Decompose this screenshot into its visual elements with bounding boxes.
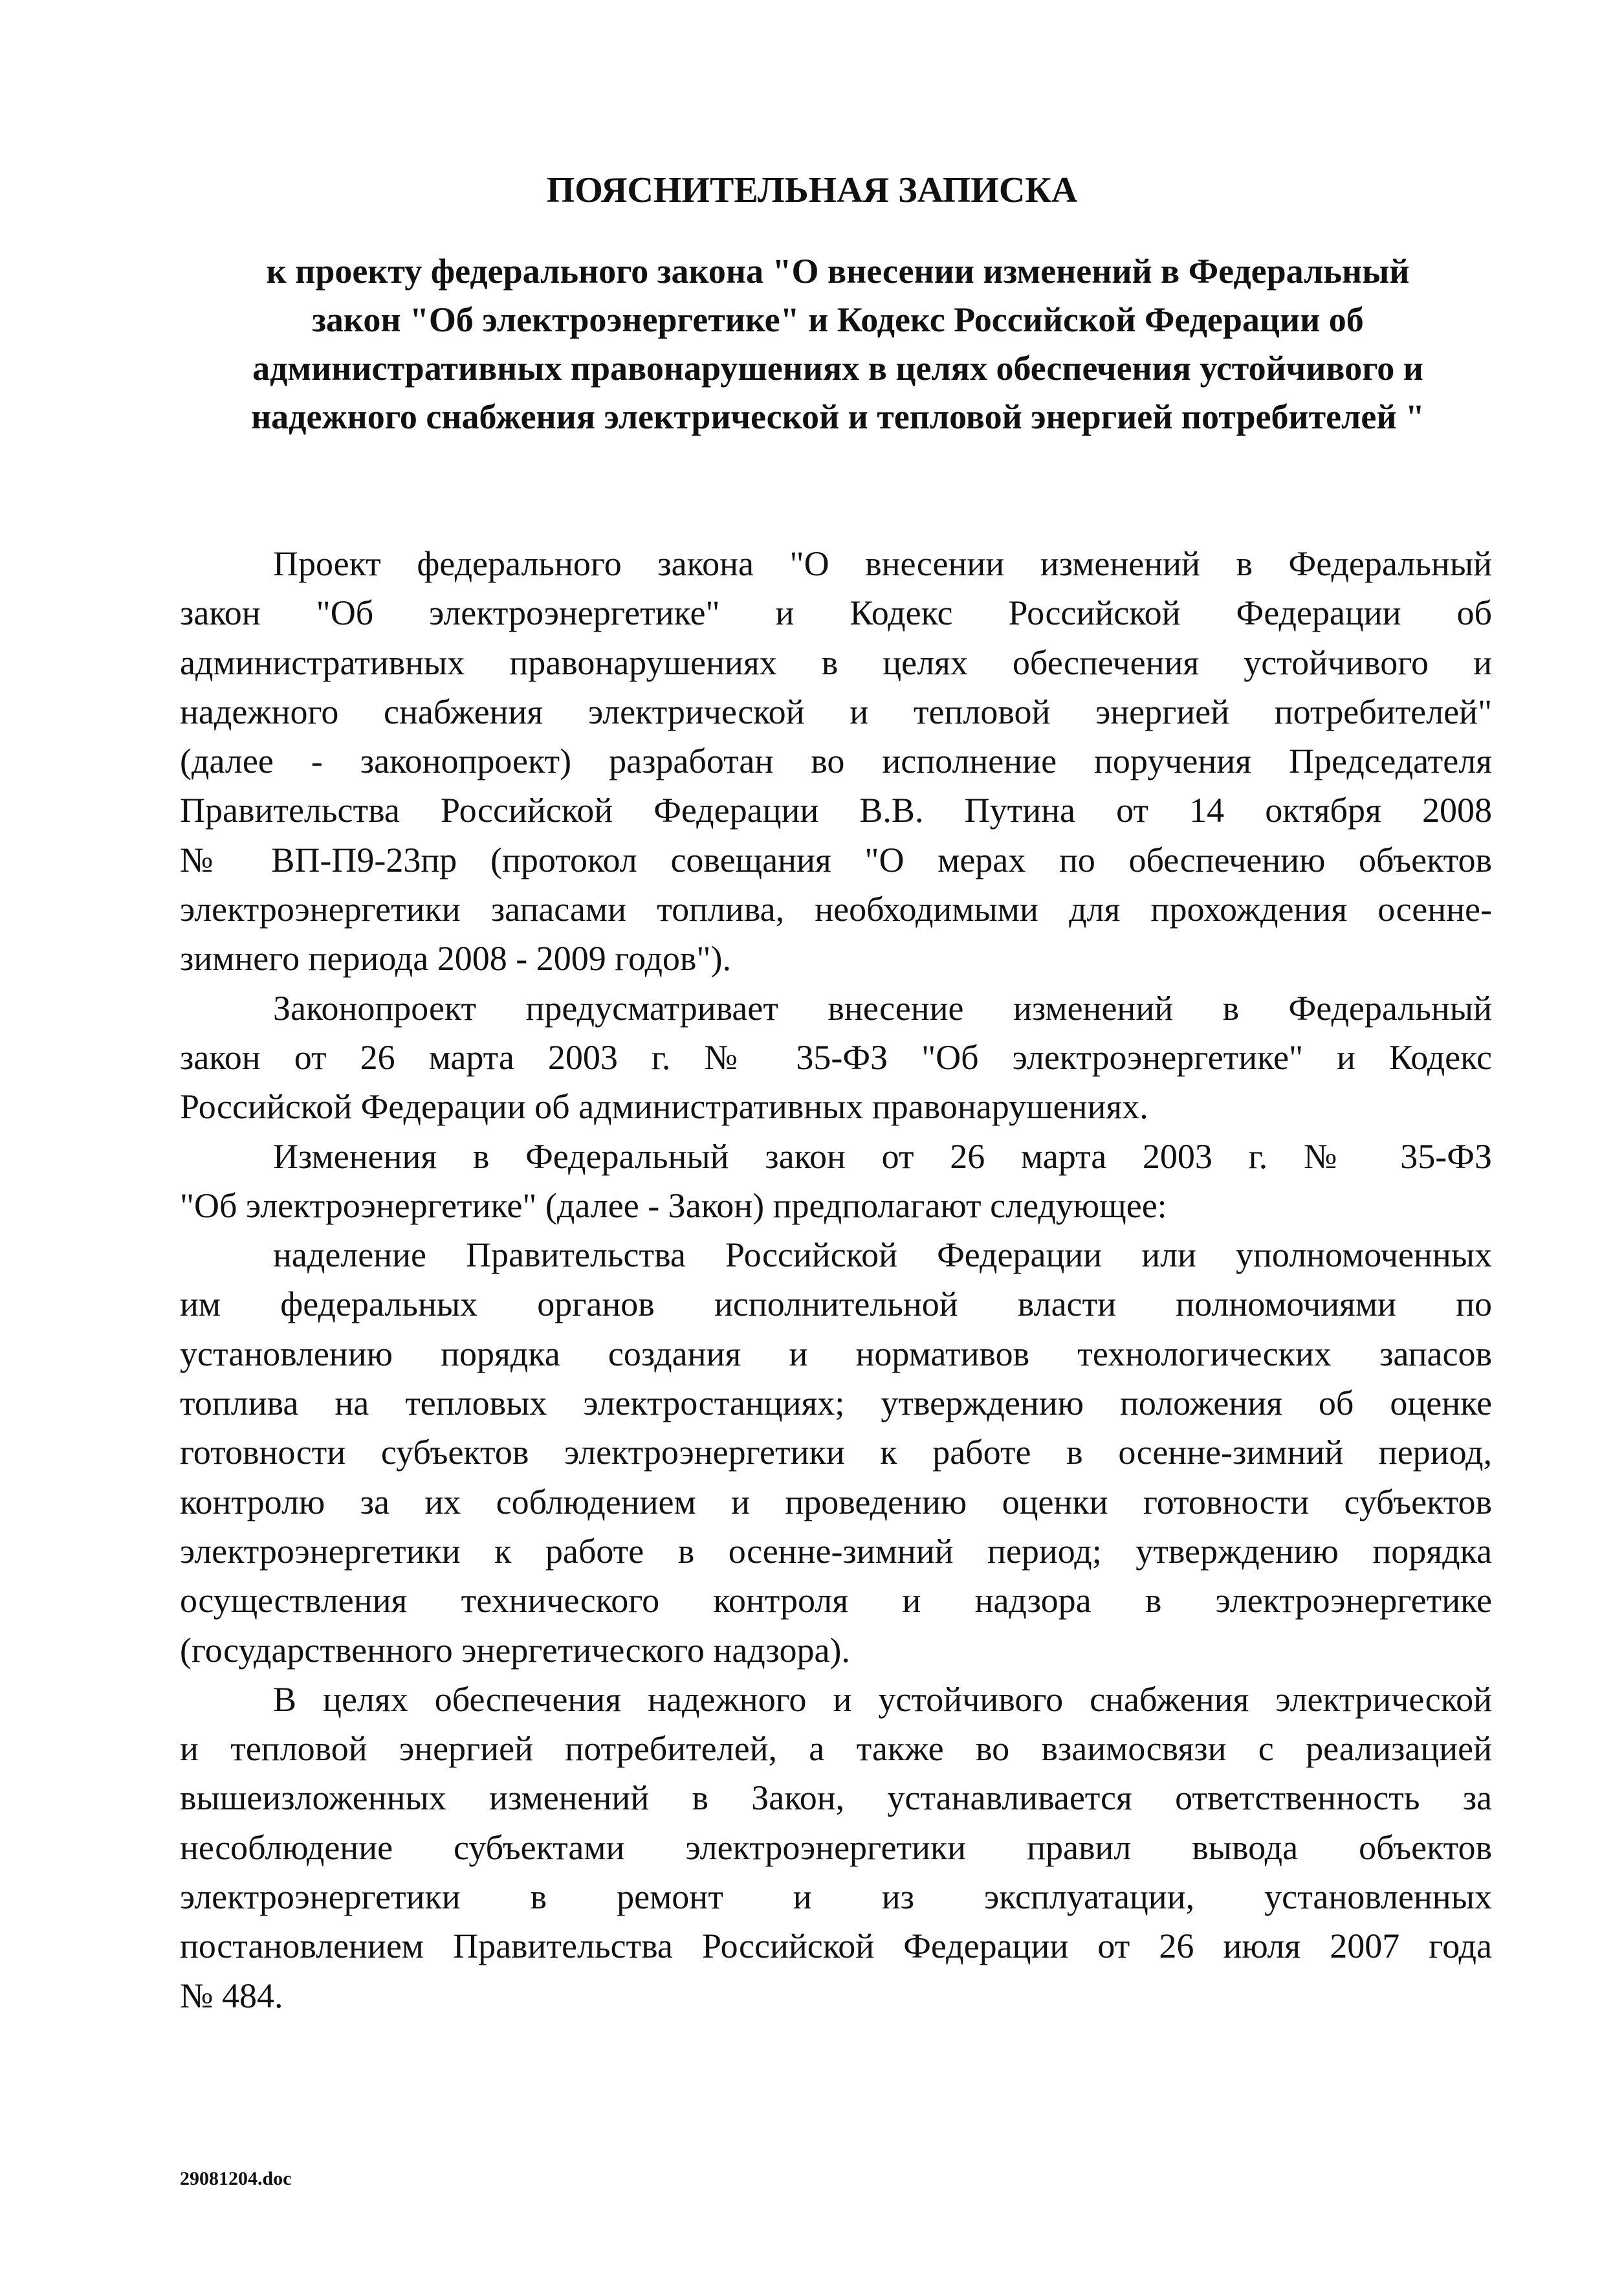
paragraph xyxy=(180,1675,1492,2020)
subtitle-line: к проекту федерального закона "О внесении изменений в Федеральный xyxy=(266,252,1410,291)
paragraph xyxy=(180,1230,1492,1675)
document-body xyxy=(180,539,1492,2020)
document-subtitle xyxy=(188,247,1488,441)
footer-filename: 29081204.doc xyxy=(180,2168,292,2189)
document-title: ПОЯСНИТЕЛЬНАЯ ЗАПИСКА xyxy=(546,170,1078,210)
paragraph-line: зимнего периода 2008 - 2009 годов"). xyxy=(180,939,731,978)
paragraph-line: закон от 26 марта 2003 г. № 35-ФЗ "Об электроэнергетике" и Кодекс xyxy=(180,1037,1492,1077)
paragraph xyxy=(180,984,1492,1132)
paragraph-line: электроэнергетики к работе в осенне-зимний период; утверждению порядка xyxy=(180,1531,1492,1571)
paragraph-line: контролю за их соблюдением и проведению оценки готовности субъектов xyxy=(180,1482,1492,1521)
paragraph-line: установлению порядка создания и нормативов технологических запасов xyxy=(180,1334,1492,1373)
paragraph-line: топлива на тепловых электростанциях; утверждению положения об оценке xyxy=(180,1384,1492,1423)
paragraph-line: осуществления технического контроля и надзора в электроэнергетике xyxy=(180,1581,1492,1620)
paragraph-line: (далее - законопроект) разработан во исполнение поручения Председателя xyxy=(180,742,1492,781)
paragraph-line: надежного снабжения электрической и тепловой энергией потребителей" xyxy=(180,692,1492,731)
paragraph-line: вышеизложенных изменений в Закон, устанавливается ответственность за xyxy=(180,1778,1492,1818)
paragraph-line: электроэнергетики в ремонт и из эксплуатации, установленных xyxy=(180,1877,1492,1917)
paragraph-line: "Об электроэнергетике" (далее - Закон) предполагают следующее: xyxy=(180,1186,1167,1225)
paragraph-line: закон "Об электроэнергетике" и Кодекс Российской Федерации об xyxy=(180,593,1492,633)
paragraph-line: постановлением Правительства Российской Федерации от 26 июля 2007 года xyxy=(180,1927,1492,1966)
paragraph-line: готовности субъектов электроэнергетики к работе в осенне-зимний период, xyxy=(180,1433,1492,1472)
paragraph xyxy=(180,539,1492,984)
paragraph-line: № 484. xyxy=(180,1976,283,2015)
paragraph-line: В целях обеспечения надежного и устойчивого снабжения электрической xyxy=(273,1679,1492,1719)
paragraph-line: Российской Федерации об административных правонарушениях. xyxy=(180,1087,1148,1127)
paragraph-line: Правительства Российской Федерации В.В. Путина от 14 октября 2008 xyxy=(180,791,1492,830)
paragraph-line: административных правонарушениях в целях обеспечения устойчивого и xyxy=(180,643,1492,682)
subtitle-line: надежного снабжения электрической и тепловой энергией потребителей " xyxy=(251,397,1425,436)
subtitle-line: закон "Об электроэнергетике" и Кодекс Российской Федерации об xyxy=(312,300,1364,339)
paragraph-line: Проект федерального закона "О внесении изменений в Федеральный xyxy=(273,544,1492,583)
paragraph-line: несоблюдение субъектами электроэнергетики правил вывода объектов xyxy=(180,1828,1492,1867)
paragraph-line: Законопроект предусматривает внесение изменений в Федеральный xyxy=(273,988,1492,1028)
paragraph xyxy=(180,1132,1492,1231)
subtitle-line: административных правонарушениях в целях обеспечения устойчивого и xyxy=(252,349,1423,388)
paragraph-line: (государственного энергетического надзора). xyxy=(180,1630,850,1670)
paragraph-line: и тепловой энергией потребителей, а также во взаимосвязи с реализацией xyxy=(180,1729,1492,1769)
paragraph-line: № ВП-П9-23пр (протокол совещания "О мерах по обеспечению объектов xyxy=(180,840,1492,879)
paragraph-line: электроэнергетики запасами топлива, необходимыми для прохождения осенне- xyxy=(180,890,1492,929)
paragraph-line: наделение Правительства Российской Федерации или уполномоченных xyxy=(273,1235,1492,1275)
paragraph-line: им федеральных органов исполнительной власти полномочиями по xyxy=(180,1285,1492,1324)
paragraph-line: Изменения в Федеральный закон от 26 марта 2003 г. № 35-ФЗ xyxy=(273,1136,1492,1176)
